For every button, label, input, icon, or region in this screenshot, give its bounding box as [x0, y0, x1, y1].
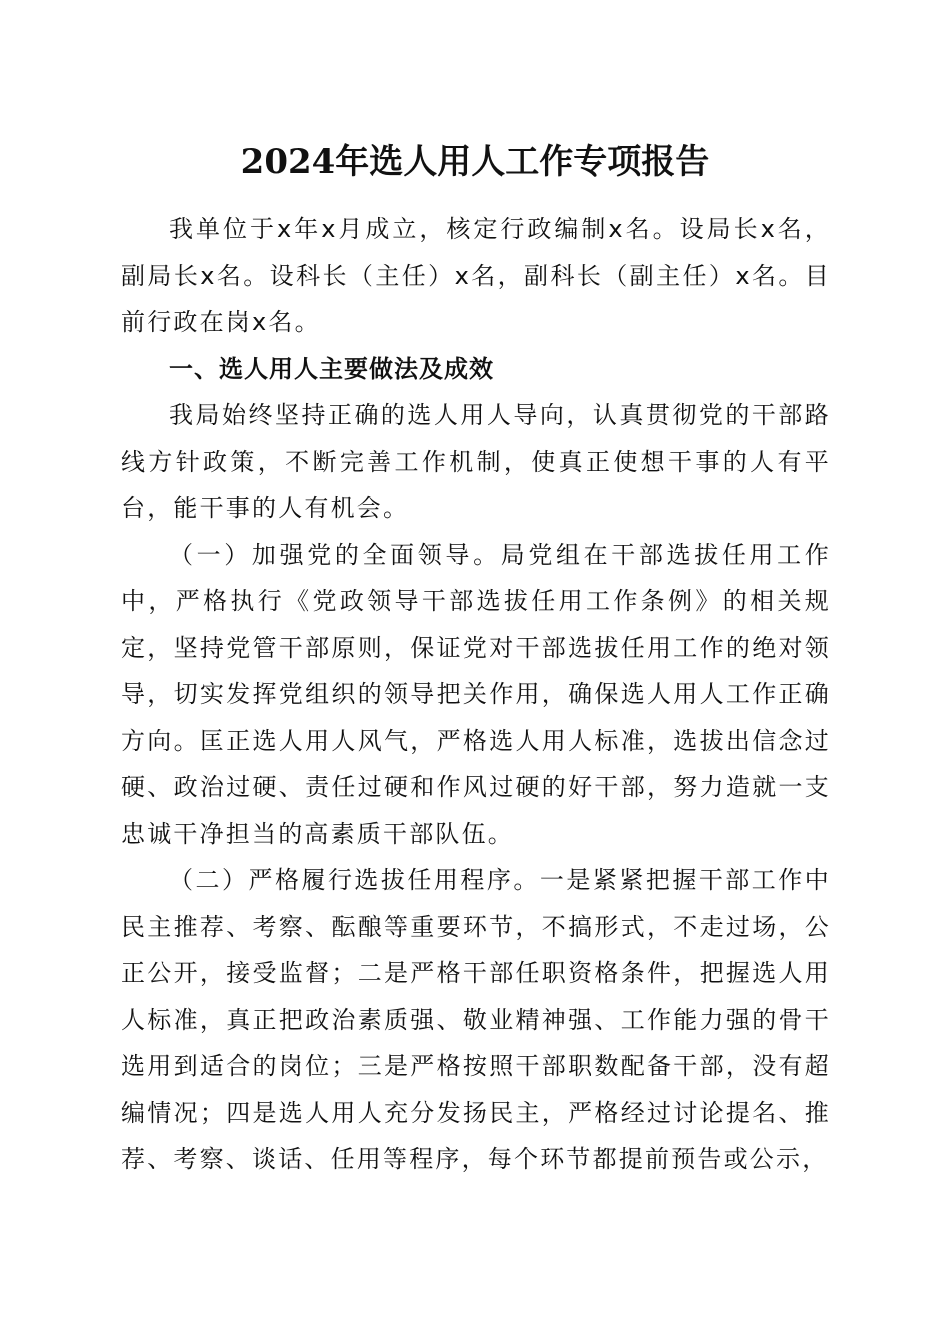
- item-2-text: 一是紧紧把握干部工作中民主推荐、考察、酝酿等重要环节，不搞形式，不走过场，公正公开，接受监督；二是严格干部任职资格条件，把握选人用人标准，真正把政治素质强、敬业精神强、工作能力强的骨干选用到适合的岗位；三是严格按照干部职数配备干部，没有超编情况；四是选人用人充分发扬民主，严格经过讨论提名、推荐、考察、谈话、任用等程序，每个环节都提前预告或公示，: [121, 866, 831, 1173]
- document-body: [121, 206, 831, 1183]
- intro-paragraph: 我单位于x年x月成立，核定行政编制x名。设局长x名，副局长x名。设科长（主任）x名，副科长（副主任）x名。目前行政在岗x名。: [121, 215, 831, 336]
- item-1-paragraph: [121, 532, 831, 858]
- document-title: 2024年选人用人工作专项报告: [240, 142, 710, 182]
- item-1-text: 局党组在干部选拔任用工作中，严格执行《党政领导干部选拔任用工作条例》的相关规定，坚持党管干部原则，保证党对干部选拔任用工作的绝对领导，切实发挥党组织的领导把关作用，确保选人用人工作正确方向。匡正选人用人风气，严格选人用人标准，选拔出信念过硬、政治过硬、责任过硬和作风过硬的好干部，努力造就一支忠诚干净担当的高素质干部队伍。: [121, 540, 831, 848]
- item-1-lead: （一）加强党的全面领导。: [169, 540, 501, 569]
- section-intro-paragraph: 我局始终坚持正确的选人用人导向，认真贯彻党的干部路线方针政策，不断完善工作机制，使真正使想干事的人有平台，能干事的人有机会。: [121, 401, 831, 522]
- item-2-paragraph: [121, 857, 831, 1183]
- section-heading: 一、选人用人主要做法及成效: [169, 354, 494, 383]
- item-2-lead: （二）严格履行选拔任用程序。: [169, 866, 540, 894]
